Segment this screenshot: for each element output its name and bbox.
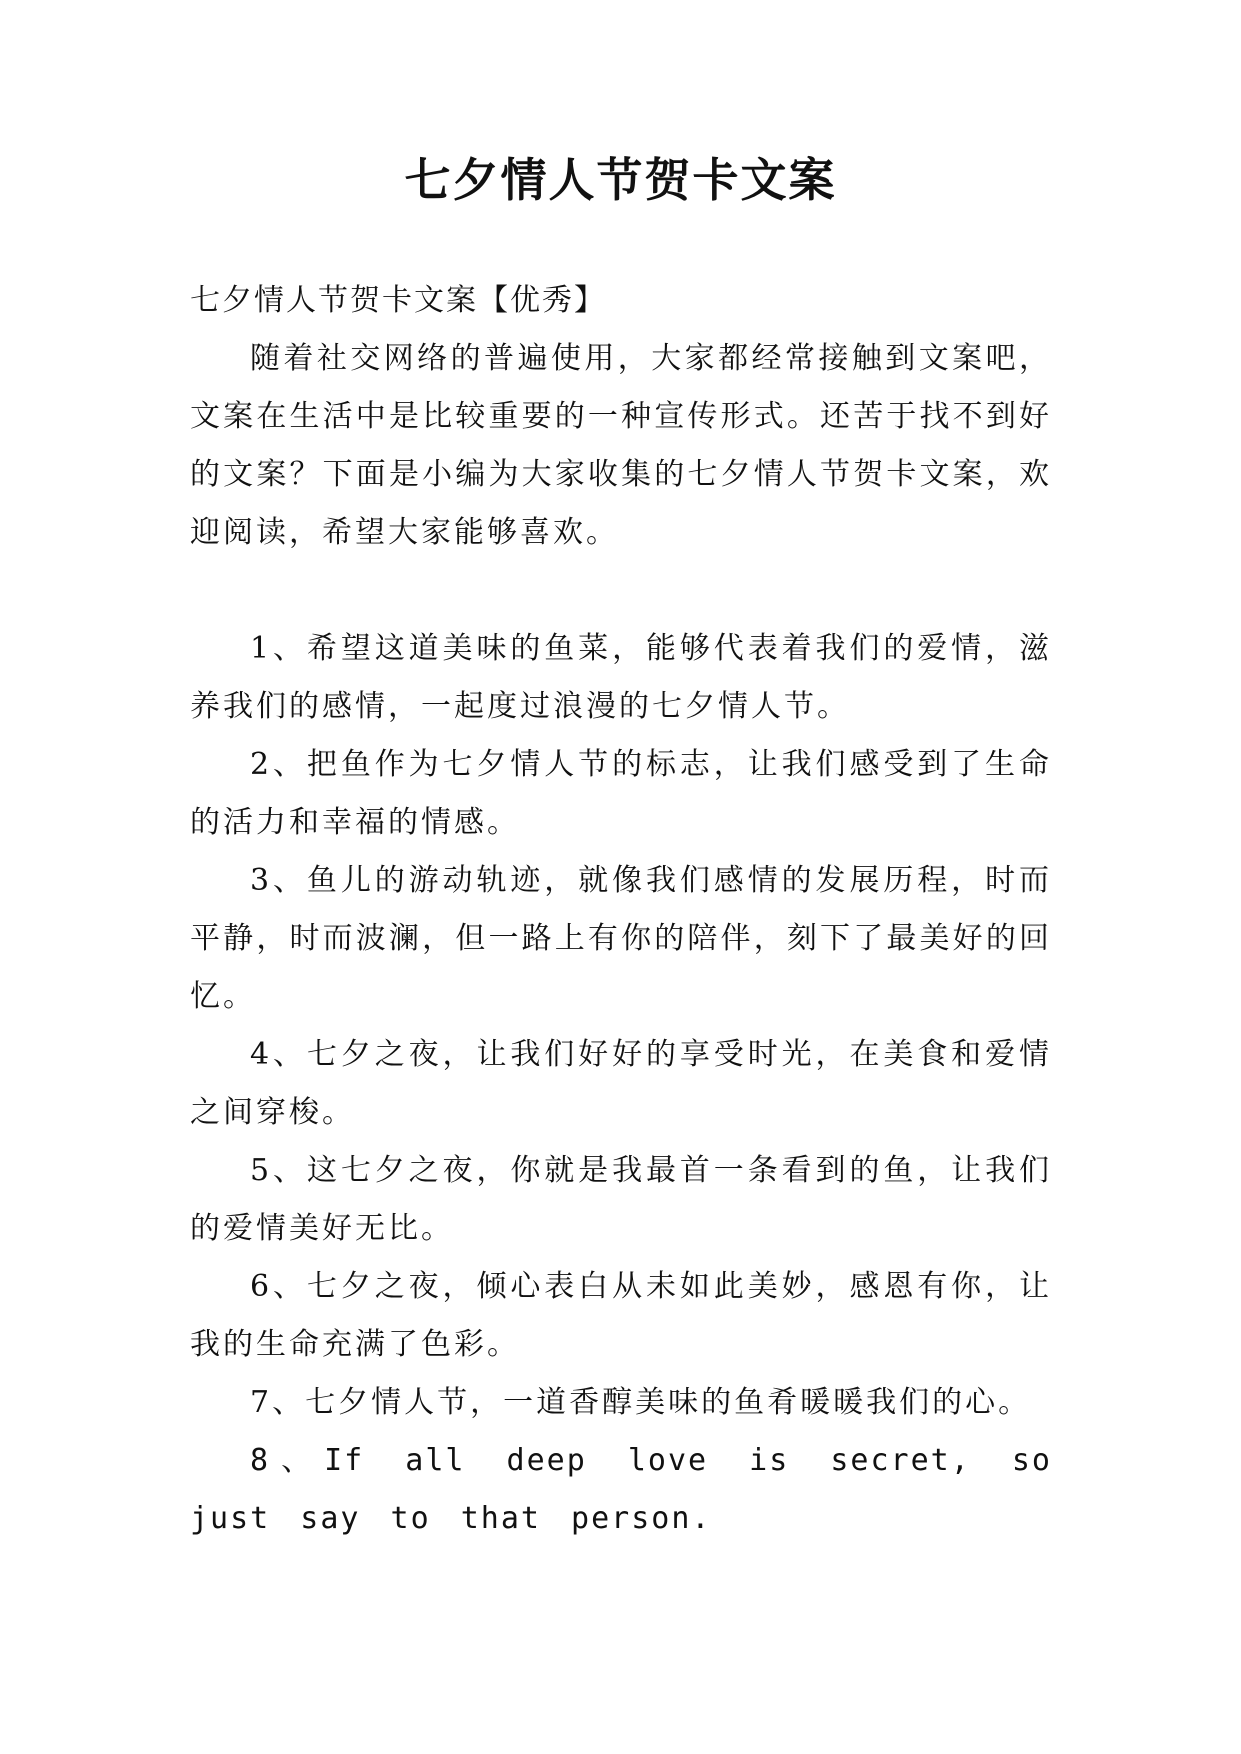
document-title: 七夕情人节贺卡文案	[404, 153, 837, 207]
list-item: 8、If all deep love is secret, so just say to that person.	[190, 1443, 1052, 1536]
intro-paragraph: 随着社交网络的普遍使用，大家都经常接触到文案吧，文案在生活中是比较重要的一种宣传形式。还苦于找不到好的文案？下面是小编为大家收集的七夕情人节贺卡文案，欢迎阅读，希望大家能够喜欢。	[190, 341, 1052, 550]
list-item: 1、希望这道美味的鱼菜，能够代表着我们的爱情，滋养我们的感情，一起度过浪漫的七夕情人节。	[190, 631, 1052, 724]
list-item: 6、七夕之夜，倾心表白从未如此美妙，感恩有你，让我的生命充满了色彩。	[190, 1269, 1052, 1362]
list-item: 7、七夕情人节，一道香醇美味的鱼肴暖暖我们的心。	[250, 1385, 1032, 1420]
list-item: 4、七夕之夜，让我们好好的享受时光，在美食和爱情之间穿梭。	[190, 1037, 1052, 1130]
document-subtitle: 七夕情人节贺卡文案【优秀】	[190, 283, 606, 318]
list-item: 2、把鱼作为七夕情人节的标志，让我们感受到了生命的活力和幸福的情感。	[190, 747, 1052, 840]
document-body	[190, 272, 1052, 1548]
list-item: 3、鱼儿的游动轨迹，就像我们感情的发展历程，时而平静，时而波澜，但一路上有你的陪伴，刻下了最美好的回忆。	[190, 863, 1052, 1014]
list-item: 5、这七夕之夜，你就是我最首一条看到的鱼，让我们的爱情美好无比。	[190, 1153, 1052, 1246]
